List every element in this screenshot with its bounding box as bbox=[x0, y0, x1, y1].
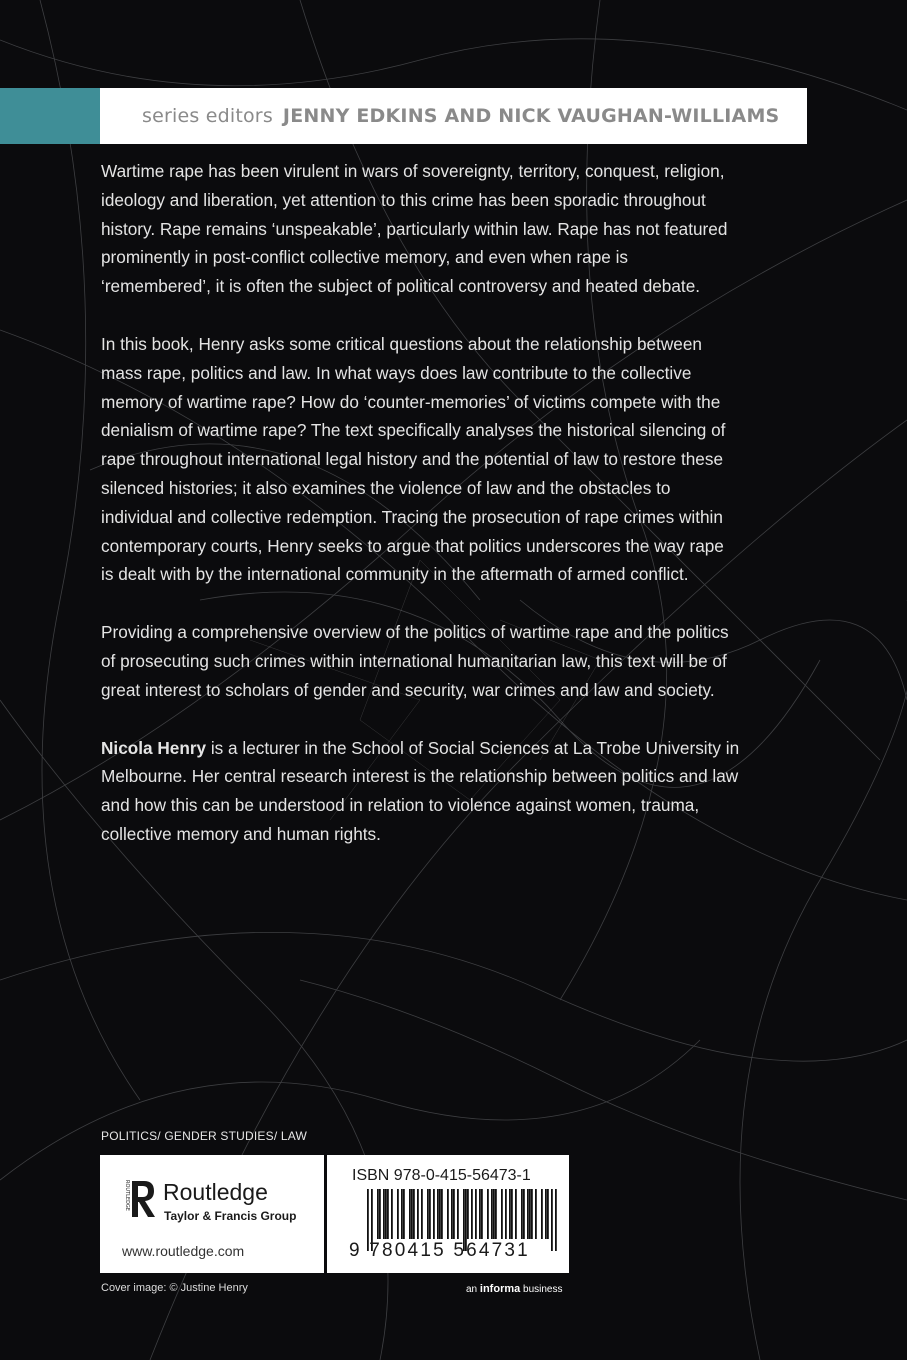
informa-business-line bbox=[466, 1283, 563, 1295]
barcode-bar bbox=[511, 1189, 513, 1239]
publisher-box bbox=[100, 1155, 324, 1273]
blurb-paragraph-1: Wartime rape has been virulent in wars of sovereignty, territory, conquest, religion, ideology and liberation, yet attention to this crime has been sporadic throughout history. Rape remains ‘unspeakable’, particularly within law. Rape has not featured prominently in post-conflict collective memory, and even when rape is ‘remembered’, it is often the subject of political controversy and heated debate. bbox=[101, 161, 728, 297]
barcode-bar bbox=[541, 1189, 543, 1239]
barcode-bar bbox=[411, 1189, 413, 1239]
barcode-bar bbox=[501, 1189, 503, 1239]
barcode-bar bbox=[379, 1189, 381, 1239]
barcode-bar bbox=[547, 1189, 549, 1239]
barcode-bar bbox=[531, 1189, 533, 1239]
routledge-logo-icon bbox=[120, 1175, 158, 1221]
barcode-bar bbox=[523, 1189, 525, 1239]
barcode-bar bbox=[545, 1189, 547, 1239]
blurb-paragraph-2: In this book, Henry asks some critical questions about the relationship between mass rape, politics and law. In what ways does law contribute to the collective memory of wartime rape? How do ‘counter-memories’ of victims compete with the denialism of wartime rape? The text specifically analyses the historical silencing of rape throughout international legal history and the potential of law to restore these silenced histories; it also examines the violence of law and the obstacles to individual and collective redemption. Tracing the prosecution of rape crimes within contemporary courts, Henry seeks to argue that politics underscores the way rape is dealt with by the international community in the aftermath of armed conflict. bbox=[101, 333, 726, 585]
barcode-bar bbox=[471, 1189, 473, 1239]
series-label: series editors bbox=[142, 105, 273, 127]
author-bio bbox=[101, 734, 741, 849]
barcode-bar bbox=[467, 1189, 469, 1239]
barcode-bar bbox=[447, 1189, 449, 1239]
barcode-bar bbox=[529, 1189, 531, 1239]
barcode-bar bbox=[479, 1189, 481, 1239]
barcode-bar bbox=[439, 1189, 441, 1239]
barcode-bar bbox=[457, 1189, 459, 1239]
barcode-bar bbox=[535, 1189, 537, 1239]
barcode-bar bbox=[493, 1189, 495, 1239]
author-bio-text: is a lecturer in the School of Social Sciences at La Trobe University in Melbourne. Her central research interest is the relationship between politics and law and how this can be understood in relation to violence against women, trauma, collective memory and human rights. bbox=[101, 737, 740, 844]
logo-vertical-text: ROUTLEDGE bbox=[124, 1180, 130, 1211]
barcode-bar bbox=[401, 1189, 403, 1239]
barcode-bar bbox=[509, 1189, 511, 1239]
cover-image-credit: Cover image: © Justine Henry bbox=[101, 1282, 248, 1294]
barcode-bar bbox=[391, 1189, 393, 1239]
barcode-bar bbox=[403, 1189, 405, 1239]
barcode-bar bbox=[491, 1189, 493, 1239]
barcode-bar bbox=[521, 1189, 523, 1239]
barcode-bar bbox=[451, 1189, 453, 1239]
barcode-bar bbox=[437, 1189, 439, 1239]
barcode-bar bbox=[487, 1189, 489, 1239]
series-editors-names: JENNY EDKINS AND NICK VAUGHAN-WILLIAMS bbox=[282, 105, 780, 127]
barcode-bar bbox=[417, 1189, 419, 1239]
barcode-bar bbox=[527, 1189, 529, 1239]
barcode-bar bbox=[421, 1189, 423, 1239]
barcode-bar bbox=[475, 1189, 477, 1239]
series-editors-banner bbox=[100, 88, 807, 144]
informa-brand: informa bbox=[479, 1283, 521, 1295]
barcode-bar bbox=[495, 1189, 497, 1239]
barcode-bar bbox=[397, 1189, 399, 1239]
barcode-bar bbox=[453, 1189, 455, 1239]
publisher-url: www.routledge.com bbox=[122, 1243, 245, 1259]
author-name: Nicola Henry bbox=[101, 737, 207, 758]
ean-digits: 9 780415 564731 bbox=[349, 1240, 530, 1261]
isbn-label: ISBN 978-0-415-56473-1 bbox=[352, 1167, 531, 1184]
barcode-bar bbox=[387, 1189, 389, 1239]
barcode-bar bbox=[433, 1189, 435, 1239]
informa-prefix: an bbox=[466, 1284, 480, 1295]
barcode-bar bbox=[383, 1189, 385, 1239]
barcode-bar bbox=[385, 1189, 387, 1239]
back-cover-blurb bbox=[101, 157, 741, 878]
subject-category: POLITICS/ GENDER STUDIES/ LAW bbox=[101, 1129, 308, 1143]
barcode-bar bbox=[413, 1189, 415, 1239]
accent-tab bbox=[0, 88, 100, 144]
barcode-bar bbox=[481, 1189, 483, 1239]
barcode-bar bbox=[515, 1189, 517, 1239]
isbn-box bbox=[327, 1155, 569, 1273]
blurb-paragraph-3: Providing a comprehensive overview of the politics of wartime rape and the politics of prosecuting such crimes within international humanitarian law, this text will be of great interest to scholars of gender and security, war crimes and law and society. bbox=[101, 622, 729, 700]
barcode-bar bbox=[429, 1189, 431, 1239]
publisher-name: Routledge bbox=[163, 1179, 268, 1205]
publisher-group: Taylor & Francis Group bbox=[164, 1209, 297, 1223]
barcode-bar bbox=[441, 1189, 443, 1239]
informa-suffix: business bbox=[520, 1284, 563, 1295]
barcode-bar bbox=[377, 1189, 379, 1239]
barcode-bar bbox=[505, 1189, 507, 1239]
barcode-bar bbox=[409, 1189, 411, 1239]
barcode-bar bbox=[427, 1189, 429, 1239]
